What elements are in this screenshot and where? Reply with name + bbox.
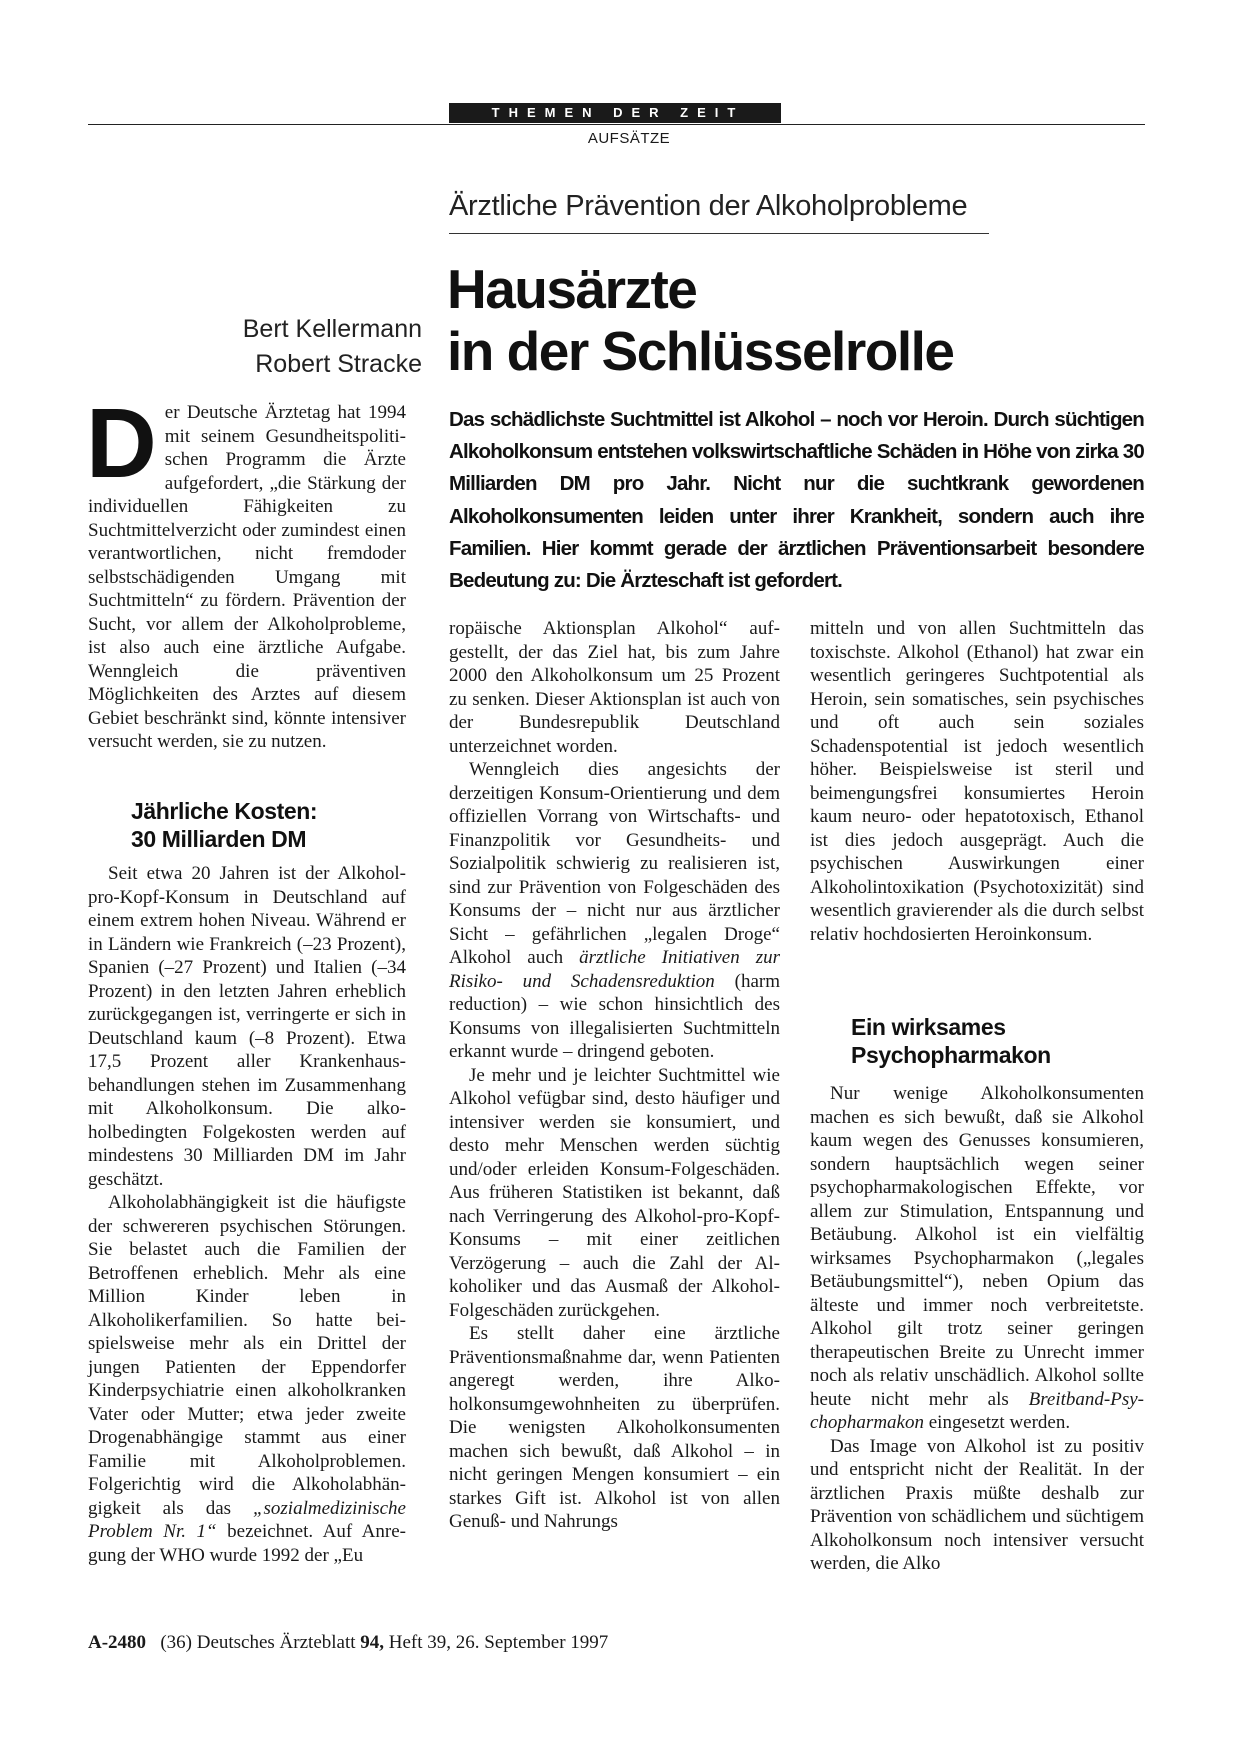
subheading-psychopharmakon-line-2: Psychopharmakon xyxy=(851,1042,1051,1068)
column-3-body-top xyxy=(810,617,1144,946)
column-1-body xyxy=(88,862,406,1567)
column-3-body-bottom xyxy=(810,1082,1144,1576)
section-banner: THEMEN DER ZEIT xyxy=(449,103,781,123)
text-run: eingesetzt werden. xyxy=(923,1412,1071,1433)
subheading-psychopharmakon xyxy=(851,1013,1051,1069)
paragraph: Je mehr und je leichter Suchtmittel wie Alkohol vefügbar sind, desto häufiger und intensiver werden sie konsumiert, und desto mehr Menschen werden süchtig und/oder erleiden Konsum-Folgeschäden. Aus früheren Statistiken ist bekannt, daß nach Verringerung des Alkohol-pro-Kopf-Konsums – mit einer zeitlichen Verzögerung – auch die Zahl der Alkoholiker und das Ausmaß der Alkohol-Folgeschäden zurückgehen. xyxy=(449,1064,780,1321)
emphasis: „sozialmedizinische Problem Nr. 1“ xyxy=(88,1497,406,1542)
subheading-costs xyxy=(131,797,317,853)
paragraph: mitteln und von allen Suchtmitteln das toxischste. Alkohol (Ethanol) hat zwar ein wesentlich geringeres Suchtpotential als Heroin, sein somatisches, sein psychisches und oft auch sein soziales Schadenspotential ist jedoch wesentlich höher. Beispielsweise ist steril und beimengungsfrei konsumiertes Heroin kaum neuro- oder hepatotoxisch, Ethanol ist dies jedoch ausgeprägt. Auch die psychischen Auswirkungen einer Alkoholintoxikation (Psychotoxizität) sind wesentlich gravierender als die durch selbst relativ hochdosierten Heroinkonsum. xyxy=(810,618,1144,945)
headline-line-1: Hausärzte xyxy=(447,258,697,320)
text-run: Alkoholabhängigkeit ist die häufigste der schwereren psychischen Störungen. Sie belastet auch die Familien der Betroffenen erheblich. Mehr als eine Million Kinder leben in Alkoholikerfamilien. So hatte beispielsweise mehr als ein Drittel der jungen Patienten der Eppendorfer Kinderpsychiatrie einen alkoholkranken Vater oder Mutter; etwa jeder zweite Drogenabhängige stammt aus einer Familie mit Alkoholproblemen. Folgerichtig wird die Alkoholabhängigkeit als das xyxy=(88,1192,406,1519)
subheading-costs-line-1: Jährliche Kosten: xyxy=(131,798,318,824)
intro-paragraph xyxy=(86,388,406,754)
emphasis: Breitband-Psychopharmakon xyxy=(810,1388,1144,1433)
author-2: Robert Stracke xyxy=(255,350,422,378)
kicker-rule xyxy=(449,233,989,234)
paragraph xyxy=(88,1191,406,1567)
article-kicker: Ärztliche Prävention der Alkoholprobleme xyxy=(449,190,968,222)
emphasis: ärztliche Initiativen zur Risiko- und Schadensreduktion xyxy=(449,947,780,992)
section-subtitle: AUFSÄTZE xyxy=(587,130,671,147)
text-run: bezeichnet. Auf Anregung der WHO wurde 1992 der „Eu xyxy=(88,1521,406,1566)
author-block xyxy=(150,312,422,382)
headline-line-2: in der Schlüsselrolle xyxy=(447,320,954,382)
subheading-psychopharmakon-line-1: Ein wirksames xyxy=(851,1014,1006,1040)
dropcap: D xyxy=(86,388,157,498)
paragraph: ropäische Aktionsplan Alkohol“ aufgestellt, der das Ziel hat, bis zum Jahre 2000 den Alkoholkonsum um 25 Prozent zu senken. Dieser Aktionsplan ist auch von der Bundesrepublik Deutschland unterzeichnet worden. xyxy=(449,618,780,757)
text-run: Nur wenige Alkoholkonsumenten machen es sich bewußt, daß sie Alkohol kaum wegen des Genusses konsumieren, sondern hauptsächlich wegen seiner psychopharmakologischen Effekte, vor allem zur Stimulation, Entspannung und Betäubung. Alkohol ist ein vielfältig wirksames Psychopharmakon („legales Betäubungsmittel“), neben Opium das älteste und immer noch verbreitetste. Alkohol gilt trotz seiner geringen therapeutischen Breite zu Unrecht immer noch als relativ unschädlich. Alkohol sollte heute nicht mehr als xyxy=(810,1083,1144,1410)
subheading-costs-line-2: 30 Milliarden DM xyxy=(131,826,307,852)
journal-name: (36) Deutsches Ärzteblatt xyxy=(160,1632,356,1653)
header-rule xyxy=(88,124,1145,125)
issue-date: Heft 39, 26. September 1997 xyxy=(388,1632,609,1653)
page-code: A-2480 xyxy=(88,1632,147,1653)
paragraph xyxy=(449,758,780,1064)
intro-text: er Deutsche Ärztetag hat 1994 mit seinem Gesundheitspolitischen Programm die Ärzte aufgefordert, „die Stärkung der individuellen Fähigkeiten zu Suchtmittelverzicht oder zumindest einen verantwortlichen, nicht fremdoder selbstschädigenden Umgang mit Suchtmitteln“ zu fördern. Prävention der Sucht, vor allem der Alkoholprobleme, ist also auch eine ärztliche Aufgabe. Wenngleich die präventiven Möglichkeiten des Arztes auf diesem Gebiet beschränkt sind, könnte intensiver versucht werden, sie zu nutzen. xyxy=(88,402,406,752)
paragraph: Seit etwa 20 Jahren ist der Alkohol-pro-Kopf-Konsum in Deutschland auf einem extrem hohen Niveau. Während er in Ländern wie Frankreich (–23 Prozent), Spanien (–27 Prozent) und Italien (–34 Prozent) in den letzten Jahren erheblich zurückgegangen ist, verringerte er sich in Deutschland kaum (–8 Prozent). Etwa 17,5 Prozent aller Krankenhausbehandlungen stehen im Zusammenhang mit Alkoholkonsum. Die alkoholbedingten Folgekosten werden auf mindestens 30 Milliarden DM im Jahr geschätzt. xyxy=(88,863,406,1190)
author-1: Bert Kellermann xyxy=(242,315,422,343)
column-2-body xyxy=(449,617,780,1534)
page-footer xyxy=(88,1632,608,1654)
paragraph: Das Image von Alkohol ist zu positiv und entspricht nicht der Realität. In der ärztlichen Praxis müßte deshalb zur Prävention von schädlichem und süchtigem Alkoholkonsum noch intensiver versucht werden, die Alko xyxy=(810,1435,1144,1574)
paragraph: Es stellt daher eine ärztliche Präventionsmaßnahme dar, wenn Patienten angeregt werden, ihre Alkoholkonsumgewohnheiten zu überprüfen. Die wenigsten Alkoholkonsumenten machen sich bewußt, daß Alkohol – in nicht geringen Mengen konsumiert – ein starkes Gift ist. Alkohol ist von allen Genuß- und Nahrungs xyxy=(449,1323,780,1532)
article-headline xyxy=(447,258,1147,382)
article-lead: Das schädlichste Suchtmittel ist Alkohol – noch vor Heroin. Durch süchtigen Alkoholkonsum entstehen volkswirtschaftliche Schäden in Höhe von zirka 30 Milliarden DM pro Jahr. Nicht nur die suchtkrank gewordenen Alkoholkonsumenten leiden unter ihrer Krankheit, sondern auch ihre Familien. Hier kommt gerade der ärztlichen Präventionsarbeit besondere Bedeutung zu: Die Ärzteschaft ist gefordert. xyxy=(449,408,1144,593)
text-run: (harm reduction) – wie schon hinsichtlich des Konsums von illegalisierten Suchtmitteln erkannt wurde – dringend geboten. xyxy=(449,970,780,1062)
text-run: Wenngleich dies angesichts der derzeitigen Konsum-Orientierung und dem offiziellen Vorrang von Wirtschafts- und Finanzpolitik vor Gesundheits- und Sozialpolitik schwierig zu realisieren ist, sind zur Prävention von Folgeschäden des Konsums der – nicht nur aus ärztlicher Sicht – gefährlichen „legalen Droge“ Alkohol auch xyxy=(449,759,780,968)
volume-number: 94, xyxy=(360,1632,385,1653)
paragraph xyxy=(810,1082,1144,1435)
